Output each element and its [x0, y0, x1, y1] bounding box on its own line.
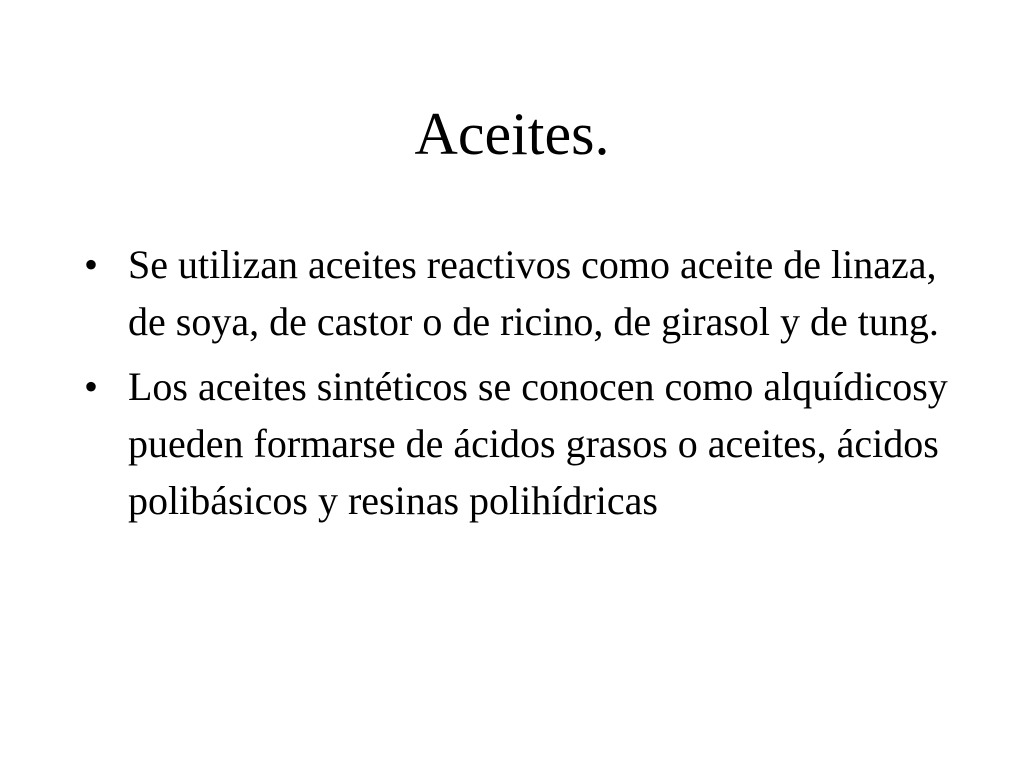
bullet-dot-icon: •: [84, 242, 99, 287]
bullet-text: Los aceites sintéticos se conocen como alquídicosy pueden formarse de ácidos grasos o aceites, ácidos polibásicos y resinas polihídricas: [128, 364, 948, 523]
bullet-text: Se utilizan aceites reactivos como aceite de linaza, de soya, de castor o de ricino, de girasol y de tung.: [128, 242, 939, 344]
bullet-list: [84, 236, 954, 537]
bullet-item: [84, 236, 954, 350]
slide-title: Aceites.: [414, 101, 610, 167]
bullet-item: [84, 358, 954, 529]
bullet-dot-icon: •: [84, 364, 99, 409]
